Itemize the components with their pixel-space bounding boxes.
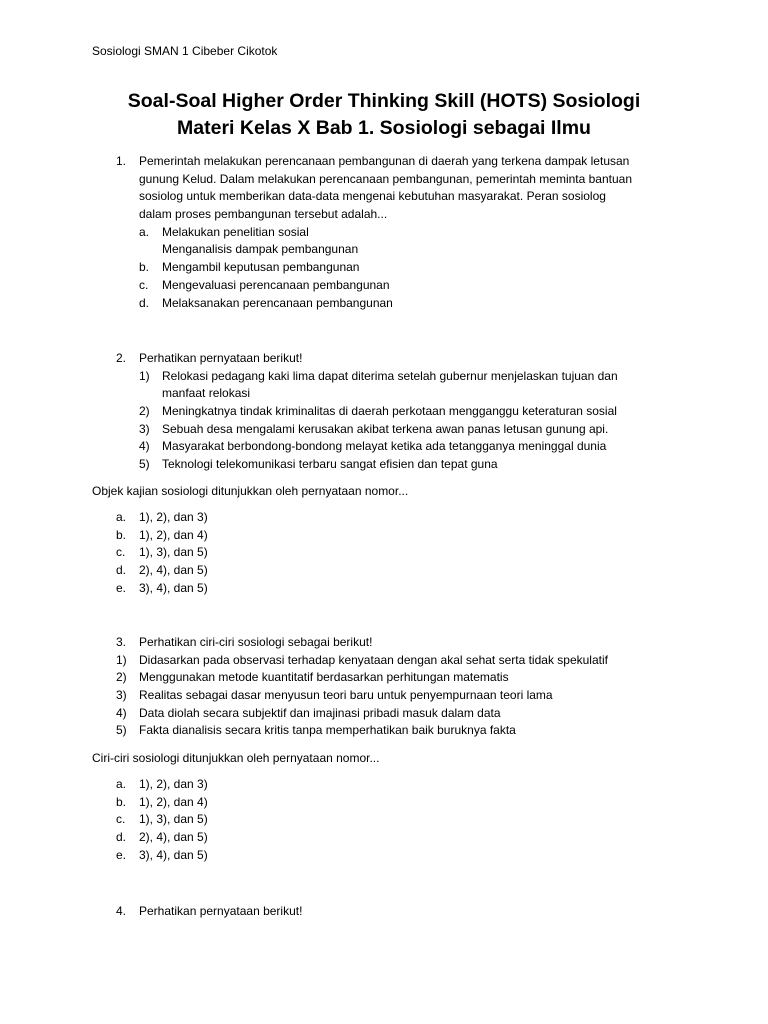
question-number: 4.: [116, 904, 127, 918]
statement-number: 3): [139, 421, 150, 436]
option-letter: a.: [116, 777, 127, 791]
option-letter: e.: [116, 847, 127, 862]
question-2-options: [0, 509, 768, 597]
option-letter: b.: [139, 260, 150, 275]
statement-item: [0, 669, 768, 687]
option-letter: b.: [116, 527, 127, 542]
statement-text: Menggunakan metode kuantitatif berdasarkan perhitungan matematis: [139, 670, 509, 685]
answer-option: [0, 829, 768, 847]
statement-item: [0, 368, 768, 386]
option-letter: c.: [116, 812, 126, 827]
option-letter: d.: [139, 295, 150, 310]
statement-number: 2): [116, 670, 127, 685]
page-header: Sosiologi SMAN 1 Cibeber Cikotok: [92, 44, 278, 58]
statement-number: 1): [116, 652, 127, 667]
question-stem-line: sosiolog untuk memberikan data-data mengenai kebutuhan masyarakat. Peran sosiolog: [139, 189, 606, 204]
option-letter: b.: [116, 794, 127, 809]
option-letter: a.: [139, 224, 150, 239]
question-stem: Perhatikan pernyataan berikut!: [139, 904, 303, 918]
question-3: [0, 634, 768, 740]
document-title: [0, 88, 768, 142]
statement-text: Relokasi pedagang kaki lima dapat diterima setelah gubernur menjelaskan tujuan dan: [162, 368, 618, 383]
statement-item: [0, 456, 768, 474]
statement-item: [0, 705, 768, 723]
question-stem: Perhatikan ciri-ciri sosiologi sebagai berikut!: [139, 635, 373, 649]
option-text: Mengambil keputusan pembangunan: [162, 260, 360, 275]
option-letter: d.: [116, 830, 127, 845]
question-stem-line: Pemerintah melakukan perencanaan pembangunan di daerah yang terkena dampak letusan: [139, 154, 630, 168]
statement-number: 4): [116, 705, 127, 720]
question-stem: Perhatikan pernyataan berikut!: [139, 351, 303, 365]
answer-option: [0, 847, 768, 865]
question-2: [0, 350, 768, 474]
option-text: Mengevaluasi perencanaan pembangunan: [162, 277, 390, 292]
title-line-1: Soal-Soal Higher Order Thinking Skill (HOTS) Sosiologi: [127, 90, 641, 112]
statement-item: [0, 385, 768, 403]
answer-option: [0, 295, 768, 313]
answer-option: [0, 811, 768, 829]
statement-text: manfaat relokasi: [162, 386, 251, 401]
option-text: 2), 4), dan 5): [139, 563, 208, 578]
question-number: 3.: [116, 635, 127, 649]
option-text: 1), 3), dan 5): [139, 812, 208, 827]
question-stem-line: gunung Kelud. Dalam melakukan perencanaan pembangunan, pemerintah meminta bantuan: [139, 171, 633, 186]
option-letter: d.: [116, 563, 127, 578]
answer-option: [0, 562, 768, 580]
option-text: 1), 2), dan 4): [139, 527, 208, 542]
option-text: Melaksanakan perencanaan pembangunan: [162, 295, 393, 310]
option-text: 1), 3), dan 5): [139, 545, 208, 560]
statement-item: [0, 687, 768, 705]
question-number: 2.: [116, 351, 127, 365]
statement-text: Teknologi telekomunikasi terbaru sangat efisien dan tepat guna: [162, 457, 498, 472]
statement-text: Meningkatnya tindak kriminalitas di daerah perkotaan mengganggu keteraturan sosial: [162, 404, 617, 419]
answer-option: [0, 794, 768, 812]
statement-item: [0, 403, 768, 421]
statement-item: [0, 652, 768, 670]
statement-item: [0, 722, 768, 740]
option-letter: e.: [116, 580, 127, 595]
option-letter: c.: [116, 545, 126, 560]
statement-text: Sebuah desa mengalami kerusakan akibat terkena awan panas letusan gunung api.: [162, 421, 609, 436]
option-letter: a.: [116, 510, 127, 524]
answer-option: [0, 509, 768, 527]
option-text: 1), 2), dan 3): [139, 777, 208, 791]
statement-number: 1): [139, 368, 150, 383]
answer-option: [0, 544, 768, 562]
statement-text: Masyarakat berbondong-bondong melayat ketika ada tetangganya meninggal dunia: [162, 439, 607, 454]
title-line-2: Materi Kelas X Bab 1. Sosiologi sebagai Ilmu: [177, 117, 591, 139]
option-text: Melakukan penelitian sosial: [162, 224, 309, 239]
statement-item: [0, 438, 768, 456]
question-4: [0, 903, 768, 921]
question-3-options: [0, 776, 768, 864]
question-prompt-text: Objek kajian sosiologi ditunjukkan oleh pernyataan nomor...: [92, 484, 409, 498]
option-text: 2), 4), dan 5): [139, 830, 208, 845]
statement-text: Didasarkan pada observasi terhadap kenyataan dengan akal sehat serta tidak spekulatif: [139, 652, 608, 667]
question-number: 1.: [116, 154, 127, 168]
option-text: 1), 2), dan 4): [139, 794, 208, 809]
answer-option: [0, 580, 768, 598]
statement-number: 4): [139, 439, 150, 454]
statement-number: 5): [139, 457, 150, 472]
question-1: [0, 153, 768, 312]
statement-text: Data diolah secara subjektif dan imajinasi pribadi masuk dalam data: [139, 705, 501, 720]
question-prompt-text: Ciri-ciri sosiologi ditunjukkan oleh pernyataan nomor...: [92, 751, 380, 765]
option-text: Menganalisis dampak pembangunan: [162, 242, 359, 257]
question-3-prompt: [92, 750, 379, 768]
answer-option: [0, 527, 768, 545]
statement-item: [0, 421, 768, 439]
statement-number: 5): [116, 723, 127, 738]
statement-number: 2): [139, 404, 150, 419]
statement-number: 3): [116, 688, 127, 703]
option-text: 3), 4), dan 5): [139, 847, 208, 862]
option-text: 3), 4), dan 5): [139, 580, 208, 595]
answer-option: [0, 277, 768, 295]
answer-option: [0, 259, 768, 277]
option-letter: c.: [139, 277, 149, 292]
statement-text: Realitas sebagai dasar menyusun teori baru untuk penyempurnaan teori lama: [139, 688, 553, 703]
question-2-prompt: [92, 483, 408, 501]
question-stem-line: dalam proses pembangunan tersebut adalah...: [139, 207, 388, 222]
statement-text: Fakta dianalisis secara kritis tanpa memperhatikan baik buruknya fakta: [139, 723, 516, 738]
answer-option: [0, 241, 768, 259]
option-text: 1), 2), dan 3): [139, 510, 208, 524]
answer-option: [0, 776, 768, 794]
answer-option: [0, 224, 768, 242]
